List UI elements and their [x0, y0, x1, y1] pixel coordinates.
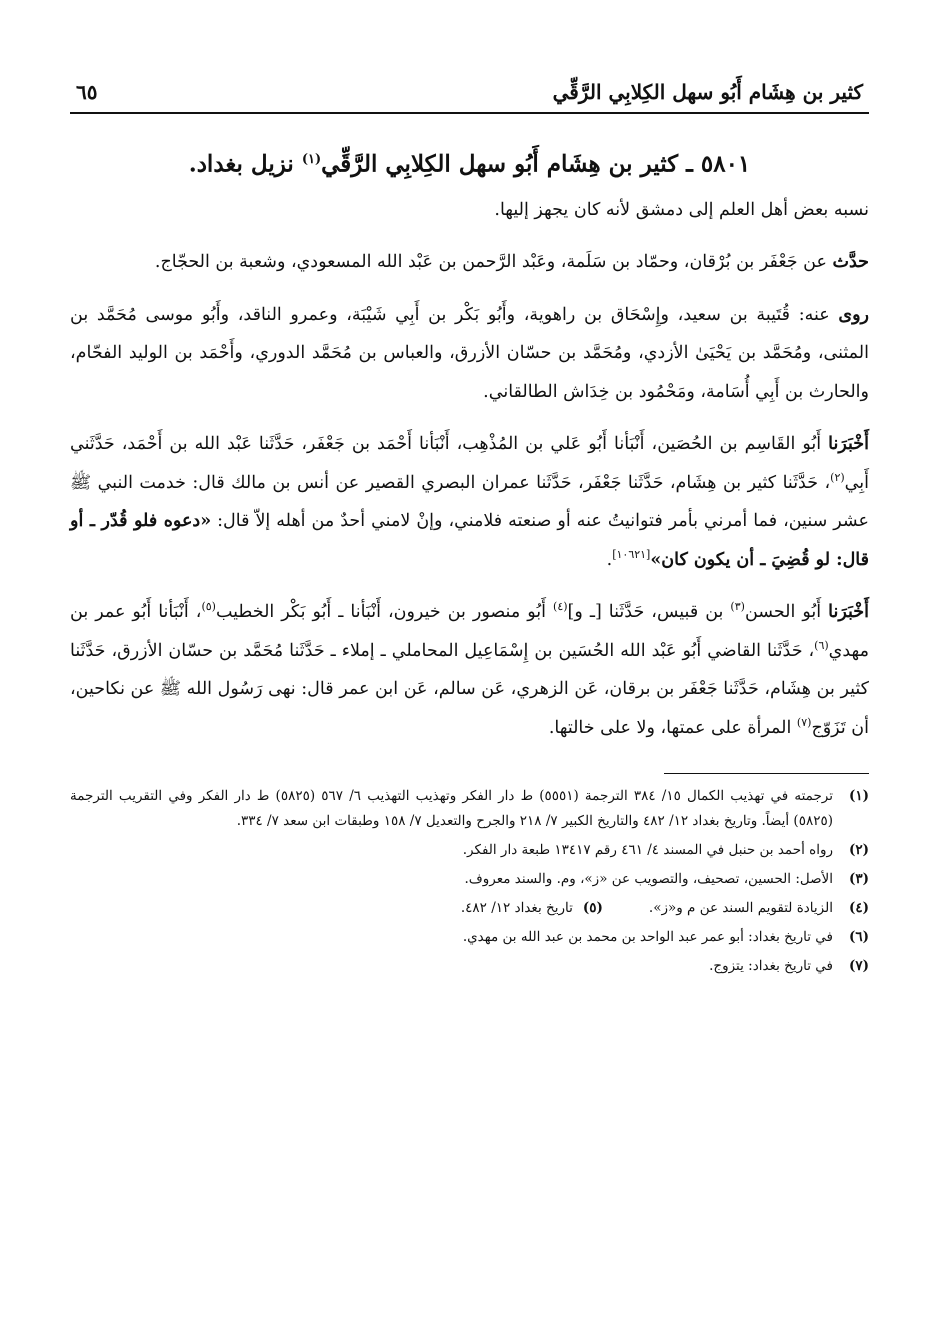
paragraph-text: أَبُو القَاسِم بن الحُصَين، أَنْبَأنا أَبُو عَلي بن المُذْهِب، أَنْبَأنا أَحْمَد بن جَعْفَر، حَدَّثَنا عَبْد الله بن أَحْمَد، حَدَّثَني أَبِي	[70, 434, 869, 493]
footnote-ref-6[interactable]: (٦)	[814, 638, 829, 652]
hadith-quote: «دعوه فلو قُدّر ـ أو قال: لو قُضِيَ ـ أن يكون كان»	[70, 511, 869, 570]
entry-heading-tail: نزيل بغداد.	[188, 150, 302, 178]
footnote-ref-1[interactable]: (١)	[301, 152, 322, 167]
footnote-text: ترجمته في تهذيب الكمال ١٥/ ٣٨٤ الترجمة (٥٥٥١) ط دار الفكر وتهذيب التهذيب ٦/ ٥٦٧ (٥٨٢٥) ط دار الفكر وفي التقريب الترجمة (٥٨٢٥) أيضاً. وتاريخ بغداد ١٢/ ٤٨٢ والتاريخ الكبير ٧/ ٢١٨ والجرح والتعديل ٧/ ١٥٨ وطبقات ابن سعد ٧/ ٣٣٤.	[70, 788, 834, 830]
paragraph-text: أَبُو الحسن	[744, 602, 829, 623]
paragraph-end: .	[606, 549, 613, 570]
paragraph-hadith-2	[70, 593, 869, 747]
footnote-7	[70, 954, 869, 979]
footnote-ref-2[interactable]: (٢)	[830, 470, 845, 484]
paragraph-lineage	[70, 191, 869, 230]
page-header	[70, 62, 869, 114]
footnote-number: (٢)	[848, 842, 869, 859]
footnote-6	[70, 925, 869, 950]
running-title: كثير بن هِشَام أَبُو سهل الكِلابِي الرَّقِّي	[552, 80, 863, 104]
paragraph-narrators	[70, 296, 869, 412]
footnote-text: الأصل: الحسين، تصحيف، والتصويب عن «ز»، وم. والسند معروف.	[464, 871, 833, 888]
hadith-number: [١٠٦٢١]	[612, 547, 651, 561]
footnote-text: في تاريخ بغداد: أبو عمر عبد الواحد بن محمد بن عبد الله بن مهدي.	[462, 929, 833, 946]
paragraph-narrated-from	[70, 243, 869, 282]
page-number: ٦٥	[76, 80, 98, 104]
paragraph-text: عنه: قُتَيبة بن سعيد، وإِسْحَاق بن راهوية، وأَبُو بَكْر بن أَبِي شَيْبَة، وعمرو الناقد، وأَبُو موسى مُحَمَّد بن المثنى، ومُحَمَّد بن يَحْيَىٰ الأزدي، ومُحَمَّد بن حسّان الأزرق، والعباس بن مُحَمَّد الدوري، وأَحْمَد بن الوليد الفحّام، والحارث بن أَبِي أُسَامة، ومَحْمُود بن خِدَاش الطالقاني.	[70, 304, 869, 402]
footnote-number: (٦)	[848, 929, 869, 946]
paragraph-lineage-text: نسبه بعض أهل العلم إلى دمشق لأنه كان يجهز إليها.	[494, 199, 869, 220]
footnote-text: في تاريخ بغداد: يتزوج.	[709, 958, 833, 975]
footnote-number: (٣)	[848, 871, 869, 888]
paragraph-text: أَبُو منصور بن خيرون، أَنْبَأنا ـ أَبُو بَكْر الخطيب	[215, 602, 554, 623]
entry-heading-main: ٥٨٠١ ـ كثير بن هِشَام أَبُو سهل الكِلابِي الرَّقِّي	[321, 150, 751, 178]
footnote-text: تاريخ بغداد ١٢/ ٤٨٢.	[460, 900, 573, 917]
paragraph-lead-word: روى	[838, 304, 869, 325]
footnote-ref-3[interactable]: (٣)	[730, 600, 745, 614]
paragraph-text: بن قبيس، حَدَّثَنا [ـ و]	[567, 602, 731, 623]
footnote-divider	[664, 773, 869, 774]
footnote-number: (٧)	[848, 958, 869, 975]
entry-heading	[70, 140, 869, 185]
paragraph-lead-word: حدَّث	[832, 252, 869, 273]
footnote-ref-5[interactable]: (٥)	[201, 600, 216, 614]
paragraph-text: عن جَعْفَر بن بُرْقان، وحمّاد بن سَلَمة، وعَبْد الرَّحمن بن عَبْد الله المسعودي، وشعبة بن الحجّاج.	[154, 252, 833, 273]
footnote-4-5	[70, 896, 869, 921]
paragraph-hadith-1	[70, 425, 869, 579]
footnote-ref-7[interactable]: (٧)	[796, 715, 812, 729]
footnote-text: الزيادة لتقويم السند عن م و«ز».	[648, 900, 833, 917]
paragraph-text: ، حَدَّثَنا القاضي أَبُو عَبْد الله الحُسَين بن إِسْمَاعِيل المحاملي ـ إملاء ـ حَدَّثَنا مُحَمَّد بن حسّان الأزرق، حَدَّثَنا كثير بن هِشَام، حَدَّثَنا جَعْفَر بن برقان، عَن الزهري، عَن سالم، عَن ابن عمر قال: نهى رَسُول الله ﷺ عن نكاحين، أن تَزَوّج	[70, 640, 869, 738]
footnote-ref-4[interactable]: (٤)	[553, 600, 568, 614]
paragraph-text: ، أَنْبَأنا أَبُو عمر بن مهدي	[70, 602, 869, 661]
footnote-number: (٤)	[848, 900, 869, 917]
footnote-text: رواه أحمد بن حنبل في المسند ٤/ ٤٦١ رقم ١٣٤١٧ طبعة دار الفكر.	[462, 842, 833, 859]
paragraph-text: ، حَدَّثَنا كثير بن هِشَام، حَدَّثَنا جَعْفَر، حَدَّثَنا عمران البصري القصير عن أنس بن مالك قال: خدمت النبي ﷺ عشر سنين، فما أمرني بأمر فتوانيتُ عنه أو صنعته فلامني، وإنْ لامني أحدٌ من أهله إلاّ قال:	[70, 472, 869, 532]
footnotes	[70, 784, 869, 979]
footnote-3	[70, 867, 869, 892]
paragraph-text: المرأة على عمتها، ولا على خالتها.	[548, 717, 797, 738]
footnote-number: (١)	[848, 788, 869, 805]
footnote-number: (٥)	[582, 900, 603, 917]
footnote-2	[70, 838, 869, 863]
paragraph-lead-word: أَخْبَرَنا	[828, 434, 869, 455]
paragraph-lead-word: أَخْبَرَنا	[828, 602, 869, 623]
footnote-1	[70, 784, 869, 834]
